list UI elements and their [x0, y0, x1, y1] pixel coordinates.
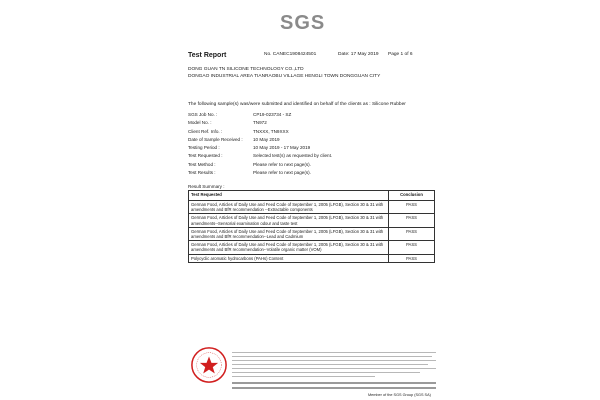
- official-seal-icon: [190, 346, 228, 384]
- table-row: [189, 227, 435, 240]
- info-label: Test Requested :: [188, 153, 223, 159]
- report-number: No. CANEC1908424501: [264, 52, 317, 57]
- info-value: 10 May 2019: [253, 136, 280, 142]
- info-value: TN972: [253, 120, 267, 126]
- test-cell: German Food, Articles of Daily Use and Feed Code of September 1, 2005 (LFGB), Section 30 & 31 with amendments and BfR recommendation--Volatile organic matter (VOM): [189, 241, 389, 254]
- legal-fine-print: [232, 352, 436, 380]
- info-value: CP19-023734 - SZ: [253, 112, 292, 117]
- info-value: Please refer to next page(s).: [253, 170, 311, 176]
- table-header-row: [189, 191, 435, 201]
- page-indicator: Page 1 of 6: [388, 52, 413, 57]
- result-summary-title: Result Summary :: [188, 184, 225, 189]
- conclusion-cell: PASS: [389, 201, 435, 214]
- conclusion-cell: PASS: [389, 254, 435, 262]
- table-row: [189, 241, 435, 254]
- info-value: Selected test(s) as requested by client.: [253, 153, 333, 159]
- info-label: SGS Job No. :: [188, 112, 218, 117]
- table-row: [189, 254, 435, 262]
- info-label: Model No. :: [188, 120, 212, 126]
- member-note: Member of the SGS Group (SGS SA): [368, 393, 431, 397]
- sgs-logo: SGS: [280, 12, 326, 34]
- info-label: Test Results :: [188, 170, 216, 176]
- test-cell: Polycyclic aromatic hydrocarbons (PAHs) Content: [189, 254, 389, 262]
- info-label: Client Ref. Info. :: [188, 128, 223, 134]
- info-label: Testing Period :: [188, 145, 220, 151]
- contact-info-line: [232, 382, 436, 384]
- client-address: DONGAO INDUSTRIAL AREA TIANRAOBU VILLAGE HENGLI TOWN DONGGUAN CITY: [188, 74, 381, 79]
- info-value: TNXXX, TN9XXX: [253, 128, 289, 134]
- conclusion-cell: PASS: [389, 241, 435, 254]
- column-header-test: Test Requested: [189, 191, 389, 201]
- test-cell: German Food, Articles of Daily Use and Feed Code of September 1, 2005 (LFGB), Section 30 & 31 with amendments and BfR recommendation--Lead and Cadmium: [189, 227, 389, 240]
- info-value: Please refer to next page(s).: [253, 161, 311, 167]
- info-label: Test Method :: [188, 161, 216, 167]
- conclusion-cell: PASS: [389, 227, 435, 240]
- table-row: [189, 214, 435, 227]
- table-row: [189, 201, 435, 214]
- sample-intro: The following sample(s) was/were submitted and identified on behalf of the clients as : Silicone Rubber: [188, 102, 406, 107]
- report-date: Date: 17 May 2019: [338, 52, 379, 57]
- result-summary-table: [188, 190, 435, 263]
- conclusion-cell: PASS: [389, 214, 435, 227]
- contact-info-line: [232, 387, 436, 389]
- test-cell: German Food, Articles of Daily Use and Feed Code of September 1, 2005 (LFGB), Section 30 & 31 with amendments--Sensorial examination odour and taste test: [189, 214, 389, 227]
- info-label: Date of Sample Received :: [188, 136, 243, 142]
- client-name: DONG GUAN TN SILICONE TECHNOLOGY CO.,LTD: [188, 67, 304, 72]
- report-title: Test Report: [188, 52, 227, 59]
- test-cell: German Food, Articles of Daily Use and Feed Code of September 1, 2005 (LFGB), Section 30 & 31 with amendments and BfR recommendation --Extractable components: [189, 201, 389, 214]
- info-value: 10 May 2019 - 17 May 2019: [253, 145, 311, 151]
- column-header-conclusion: Conclusion: [389, 191, 435, 201]
